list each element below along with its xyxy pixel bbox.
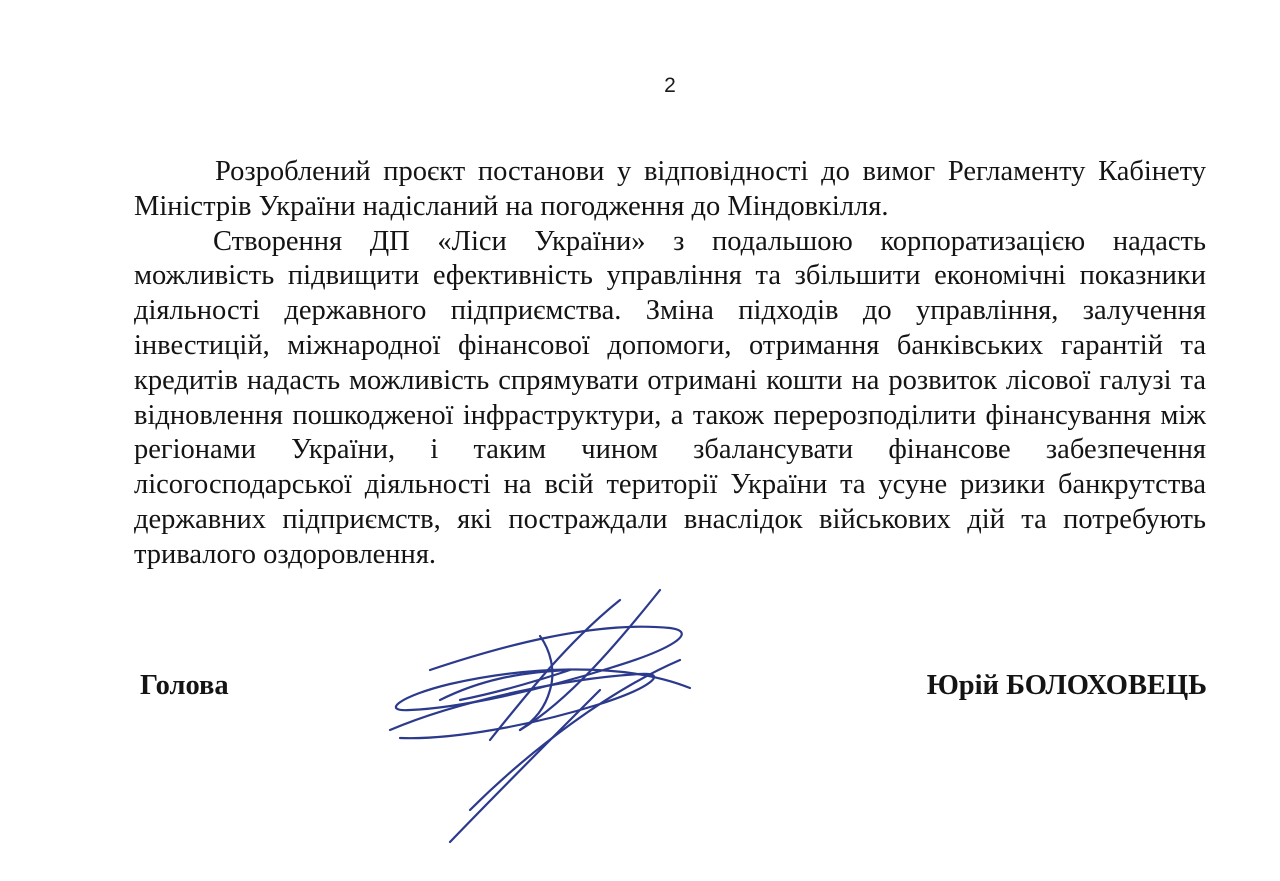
paragraph-1: Розроблений проєкт постанови у відповідності до вимог Регламенту Кабінету Міністрів України надісланий на погодження до Міндовкілля. <box>134 156 1206 222</box>
signatory-role: Голова <box>140 670 229 701</box>
signature-scribble <box>370 580 710 860</box>
document-body <box>134 155 1206 573</box>
paragraph-2: Створення ДП «Ліси України» з подальшою корпоратизацією надасть можливість підвищити ефективність управління та збільшити економічні показники діяльності державного підприємства. Зміна підходів до управління, залучення інвестицій, міжнародної фінансової допомоги, отримання банківських гарантій та кредитів надасть можливість спрямувати отримані кошти на розвиток лісової галузі та відновлення пошкодженої інфраструктури, а також перерозподілити фінансування між регіонами України, і таким чином збалансувати фінансове забезпечення лісогосподарської діяльності на всій території України та усуне ризики банкрутства державних підприємств, які постраждали внаслідок військових дій та потребують тривалого оздоровлення. <box>134 225 1206 570</box>
page-number: 2 <box>664 74 676 97</box>
handwritten-signature <box>370 580 710 860</box>
signatory-name: Юрій БОЛОХОВЕЦЬ <box>926 670 1207 701</box>
